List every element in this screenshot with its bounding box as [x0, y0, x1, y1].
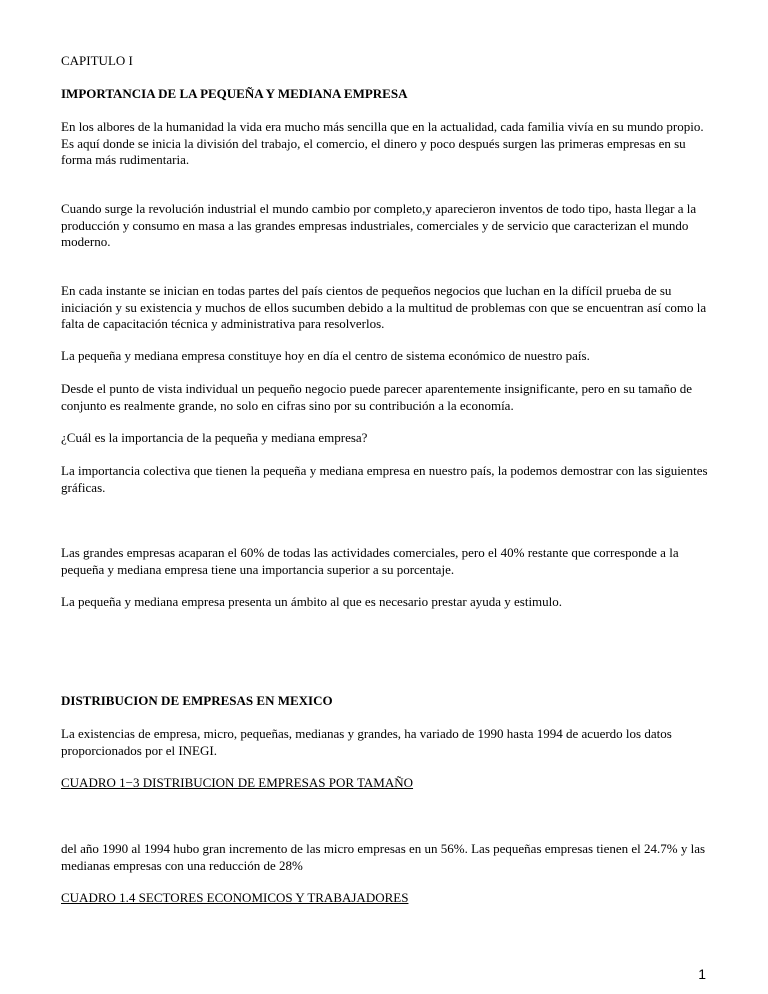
table1-caption: CUADRO 1−3 DISTRIBUCION DE EMPRESAS POR TAMAÑO [61, 775, 414, 790]
section-paragraph: La existencias de empresa, micro, pequeñas, medianas y grandes, ha variado de 1990 hasta 1994 de acuerdo los datos proporcionados por el INEGI. [61, 726, 672, 758]
page-number: 1 [698, 966, 706, 982]
paragraph-2: Cuando surge la revolución industrial el mundo cambio por completo,y aparecieron inventos de todo tipo, hasta llegar a la producción y consumo en masa a las grandes empresas industriales, comerciales y de servicio que caracterizan el mundo moderno. [61, 201, 697, 249]
paragraph-6: ¿Cuál es la importancia de la pequeña y mediana empresa? [61, 430, 368, 445]
paragraph-3: En cada instante se inician en todas partes del país cientos de pequeños negocios que luchan en la difícil prueba de su iniciación y su existencia y muchos de ellos sucumben debido a la multitud de problemas con que se encuentran así como la falta de capacitación técnica y administrativa para resolverlos. [61, 283, 707, 331]
chapter-title: IMPORTANCIA DE LA PEQUEÑA Y MEDIANA EMPRESA [61, 86, 408, 101]
paragraph-4: La pequeña y mediana empresa constituye hoy en día el centro de sistema económico de nuestro país. [61, 348, 590, 363]
paragraph-9: La pequeña y mediana empresa presenta un ámbito al que es necesario prestar ayuda y estimulo. [61, 594, 563, 609]
paragraph-7: La importancia colectiva que tienen la pequeña y mediana empresa en nuestro país, la podemos demostrar con las siguientes gráficas. [61, 463, 708, 495]
chapter-heading: CAPITULO I [61, 53, 133, 68]
section-title: DISTRIBUCION DE EMPRESAS EN MEXICO [61, 693, 333, 708]
paragraph-8: Las grandes empresas acaparan el 60% de todas las actividades comerciales, pero el 40% restante que corresponde a la pequeña y mediana empresa tiene una importancia superior a su porcentaje. [61, 545, 679, 577]
table2-caption: CUADRO 1.4 SECTORES ECONOMICOS Y TRABAJADORES [61, 890, 409, 905]
paragraph-5: Desde el punto de vista individual un pequeño negocio puede parecer aparentemente insignificante, pero en su tamaño de conjunto es realmente grande, no solo en cifras sino por su contribución a la economía. [61, 381, 692, 413]
paragraph-1: En los albores de la humanidad la vida era mucho más sencilla que en la actualidad, cada familia vivía en su mundo propio. Es aquí donde se inicia la división del trabajo, el comercio, el dinero y poco después surgen las primeras empresas en su forma más rudimentaria. [61, 119, 704, 167]
table1-paragraph: del año 1990 al 1994 hubo gran incremento de las micro empresas en un 56%. Las pequeñas empresas tienen el 24.7% y las medianas empresas con una reducción de 28% [61, 841, 706, 873]
